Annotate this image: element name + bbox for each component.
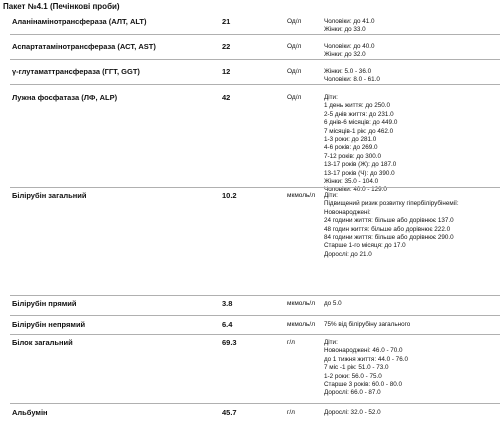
test-name: Альбумін — [12, 408, 48, 417]
test-value: 6.4 — [222, 320, 233, 329]
reference-line: 1-3 роки: до 281.0 — [324, 135, 377, 143]
test-unit: г/л — [287, 339, 295, 346]
reference-line: Старше 1-го місяця: до 17.0 — [324, 242, 406, 250]
reference-range — [324, 409, 381, 417]
test-unit: Од/л — [287, 18, 302, 25]
reference-line: 84 години життя: більше або дорівнює 290.0 — [324, 233, 454, 241]
test-value: 42 — [222, 93, 231, 102]
reference-range — [324, 43, 375, 60]
reference-range — [324, 321, 410, 329]
reference-line: Жінки: до 32.0 — [324, 51, 366, 59]
reference-range — [324, 18, 375, 35]
reference-line: Чоловіки: 40.0 - 129.0 — [324, 186, 387, 194]
reference-line: Діти: — [324, 192, 338, 199]
row-divider — [10, 34, 500, 35]
reference-line: 75% від білірубіну загального — [324, 321, 411, 328]
reference-line: до 1 тижня життя: 44.0 - 76.0 — [324, 355, 408, 363]
reference-line: до 5.0 — [324, 300, 342, 307]
test-name: Білірубін загальний — [12, 191, 87, 200]
reference-line: 2-5 днів життя: до 231.0 — [324, 110, 394, 118]
test-unit: Од/л — [287, 68, 302, 75]
reference-line: Чоловіки: до 40.0 — [324, 43, 375, 50]
reference-range — [324, 68, 380, 85]
test-value: 21 — [222, 17, 231, 26]
test-name: Білок загальний — [12, 338, 73, 347]
reference-line: 1-2 роки: 56.0 - 75.0 — [324, 372, 382, 380]
reference-line: Жінки: 35.0 - 104.0 — [324, 177, 379, 185]
reference-line: 1 день життя: до 250.0 — [324, 102, 391, 110]
row-divider — [10, 334, 500, 335]
test-value: 12 — [222, 67, 231, 76]
test-value: 10.2 — [222, 191, 237, 200]
row-divider — [10, 84, 500, 85]
reference-line: 7-12 років: до 300.0 — [324, 152, 382, 160]
row-divider — [10, 403, 500, 404]
reference-line: Діти: — [324, 339, 338, 346]
reference-line: Діти: — [324, 94, 338, 101]
test-value: 22 — [222, 42, 231, 51]
reference-line: Новонароджені: — [324, 208, 371, 216]
test-unit: мкмоль/л — [287, 192, 316, 199]
row-divider — [10, 295, 500, 296]
reference-line: 7 міс -1 рік: 51.0 - 73.0 — [324, 364, 389, 372]
test-name: γ-глутаматтрансфераза (ГГТ, GGT) — [12, 67, 140, 76]
reference-line: Чоловіки: 8.0 - 61.0 — [324, 76, 380, 84]
reference-line: 6 днів-6 місяців: до 449.0 — [324, 119, 398, 127]
reference-line: 13-17 років (Ж): до 187.0 — [324, 161, 397, 169]
reference-line: Чоловіки: до 41.0 — [324, 18, 375, 25]
reference-line: Дорослі: 66.0 - 87.0 — [324, 389, 381, 397]
reference-line: 7 місяців-1 рік: до 462.0 — [324, 127, 394, 135]
reference-line: Старше 3 років: 60.0 - 80.0 — [324, 380, 403, 388]
row-divider — [10, 315, 500, 316]
test-name: Аланінамінотрансфераза (АЛТ, ALT) — [12, 17, 147, 26]
test-value: 69.3 — [222, 338, 237, 347]
reference-line: Підвищений ризик розвитку гіпербілірубінемії: — [324, 200, 459, 208]
test-unit: Од/л — [287, 43, 302, 50]
reference-line: Жінки: 5.0 - 36.0 — [324, 68, 372, 75]
test-name: Лужна фосфатаза (ЛФ, ALP) — [12, 93, 118, 102]
reference-line: 13-17 років (Ч): до 390.0 — [324, 169, 395, 177]
test-value: 3.8 — [222, 299, 233, 308]
reference-range — [324, 94, 397, 195]
reference-range — [324, 192, 459, 259]
row-divider — [10, 187, 500, 188]
reference-line: Новонароджені: 46.0 - 70.0 — [324, 347, 403, 355]
reference-range — [324, 300, 342, 308]
row-divider — [10, 59, 500, 60]
test-name: Аспартатамінотрансфераза (АСТ, AST) — [12, 42, 156, 51]
test-unit: г/л — [287, 409, 295, 416]
reference-line: 24 години життя: більше або дорівнює 137.0 — [324, 217, 454, 225]
test-unit: мкмоль/л — [287, 300, 316, 307]
test-name: Білірубін прямий — [12, 299, 77, 308]
test-unit: мкмоль/л — [287, 321, 316, 328]
reference-line: 4-6 років: до 269.0 — [324, 144, 378, 152]
package-title: Пакет №4.1 (Печінкові проби) — [3, 2, 120, 11]
test-value: 45.7 — [222, 408, 237, 417]
test-name: Білірубін непрямий — [12, 320, 86, 329]
reference-line: Дорослі: 32.0 - 52.0 — [324, 409, 381, 416]
reference-line: Жінки: до 33.0 — [324, 26, 366, 34]
reference-range — [324, 339, 408, 398]
test-unit: Од/л — [287, 94, 302, 101]
reference-line: Дорослі: до 21.0 — [324, 250, 372, 258]
reference-line: 48 годин життя: більше або дорівнює 222.0 — [324, 225, 451, 233]
